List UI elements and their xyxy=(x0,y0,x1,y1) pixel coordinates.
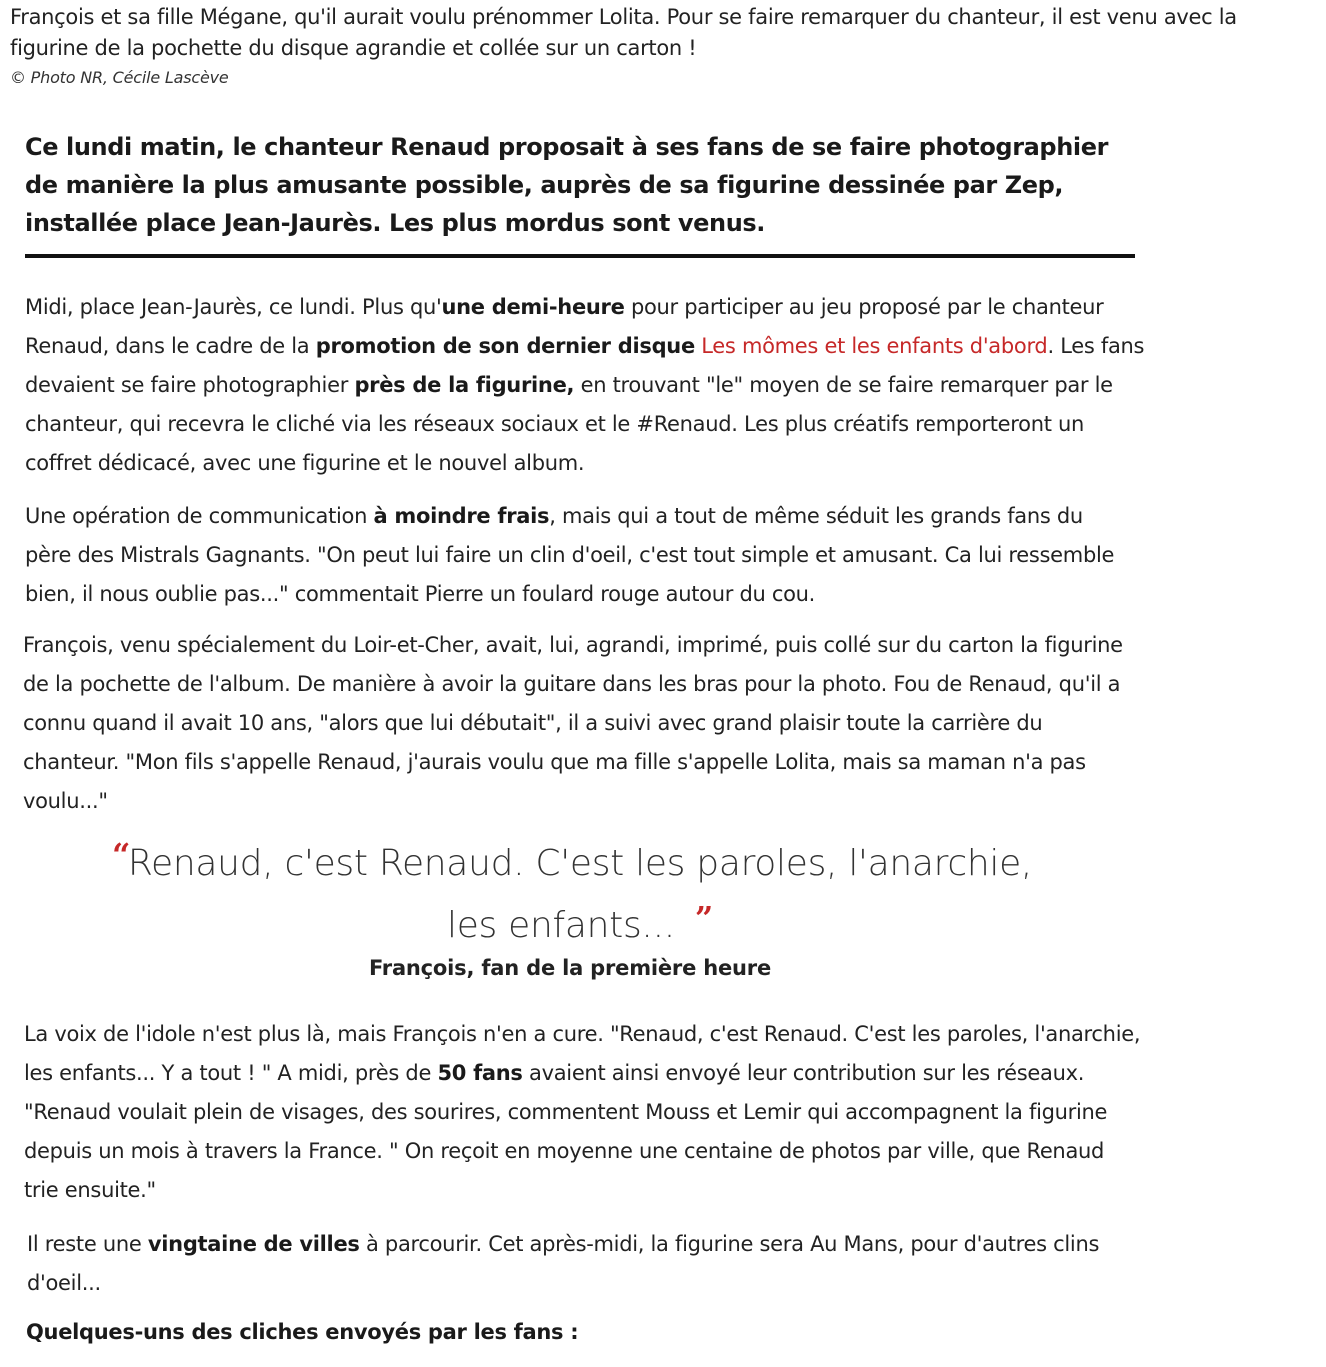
paragraph-4 xyxy=(24,1015,1144,1210)
bold-run: une demi-heure xyxy=(441,295,625,319)
caption-text: François et sa fille Mégane, qu'il aurait voulu prénommer Lolita. Pour se faire remarquer du chanteur, il est venu avec la figurine de la pochette du disque agrandie et collée sur un carton ! xyxy=(10,5,1237,60)
quote-author: François, fan de la première heure xyxy=(369,956,771,980)
text-run: en trouvant "le" moyen de se faire remarquer par le chanteur, qui recevra le cliché via les réseaux sociaux et le #Renaud. Les plus créatifs remporteront un coffret dédicacé, avec une figurine et le nouvel album. xyxy=(25,373,1113,475)
text-run: La voix de l'idole n'est plus là, mais François n'en a cure. "Renaud, c'est Renaud. C'est les paroles, l'anarchie, les enfants... Y a tout ! " A midi, près de xyxy=(24,1022,1141,1085)
lead-text: Ce lundi matin, le chanteur Renaud proposait à ses fans de se faire photographier de manière la plus amusante possible, auprès de sa figurine dessinée par Zep, installée place Jean-Jaurès. Les plus mordus sont venus. xyxy=(25,133,1109,237)
quote-open-mark: “ xyxy=(112,836,131,874)
quote-line-1: Renaud, c'est Renaud. C'est les paroles, l'anarchie, xyxy=(127,843,1033,884)
paragraph-3: François, venu spécialement du Loir-et-Cher, avait, lui, agrandi, imprimé, puis collé sur du carton la figurine de la pochette de l'album. De manière à avoir la guitare dans les bras pour la photo. Fou de Renaud, qu'il a connu quand il avait 10 ans, "alors que lui débutait", il a suivi avec grand plaisir toute la carrière du chanteur. "Mon fils s'appelle Renaud, j'aurais voulu que ma fille s'appelle Lolita, mais sa maman n'a pas voulu..." xyxy=(23,633,1123,813)
text-run: , mais qui a tout de même séduit les grands fans du père des Mistrals Gagnants. "On peut lui faire un clin d'oeil, c'est tout simple et amusant. Ca lui ressemble bien, il nous oublie pas..." commentait Pierre un foulard rouge autour du cou. xyxy=(25,504,1115,606)
bold-run: promotion de son dernier disque xyxy=(315,334,695,358)
text-run: Midi, place Jean-Jaurès, ce lundi. Plus qu' xyxy=(25,295,442,319)
text-run: Une opération de communication xyxy=(25,504,374,528)
pull-quote xyxy=(110,836,1050,953)
bold-run: 50 fans xyxy=(437,1061,523,1085)
article-lead xyxy=(25,128,1135,242)
text-run: avaient ainsi envoyé leur contribution sur les réseaux. "Renaud voulait plein de visages, des sourires, commentent Mouss et Lemir qui accompagnent la figurine depuis un mois à travers la France. " On reçoit en moyenne une centaine de photos par ville, que Renaud trie ensuite." xyxy=(24,1061,1108,1202)
text-run: . Les fans devaient se faire photographier xyxy=(25,334,1145,397)
paragraph-1 xyxy=(25,288,1145,483)
bold-run: près de la figurine, xyxy=(354,373,575,397)
album-link[interactable]: Les mômes et les enfants d'abord xyxy=(701,334,1048,358)
paragraph-2 xyxy=(25,497,1135,614)
text-run: pour participer au jeu proposé par le chanteur Renaud, dans le cadre de la xyxy=(25,295,1104,358)
bold-run: à moindre frais xyxy=(373,504,550,528)
text-run: à parcourir. Cet après-midi, la figurine sera Au Mans, pour d'autres clins d'oeil... xyxy=(27,1232,1100,1295)
bold-run: vingtaine de villes xyxy=(147,1232,360,1256)
gallery-subheading: Quelques-uns des cliches envoyés par les fans : xyxy=(26,1320,579,1344)
photo-caption xyxy=(10,2,1310,87)
photo-credit: © Photo NR, Cécile Lascève xyxy=(10,68,229,87)
quote-line-2-wrap xyxy=(110,891,1050,953)
lead-divider xyxy=(25,254,1135,258)
quote-close-mark: ” xyxy=(694,899,713,937)
quote-line-2: les enfants... xyxy=(447,905,675,946)
text-run: Il reste une xyxy=(27,1232,148,1256)
paragraph-5 xyxy=(27,1225,1137,1303)
